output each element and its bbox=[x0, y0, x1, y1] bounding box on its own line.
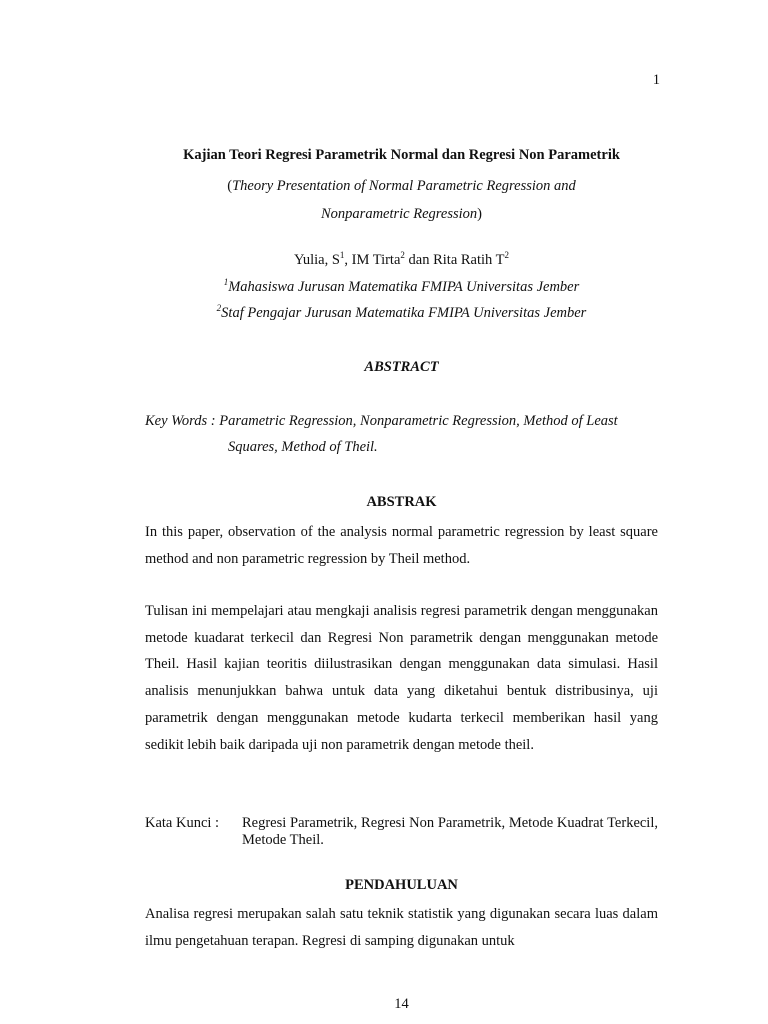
abstrak-heading: ABSTRAK bbox=[366, 494, 437, 510]
affiliation-1 bbox=[145, 279, 658, 296]
author-3-sup: 2 bbox=[504, 250, 510, 261]
subtitle-open-paren: ( bbox=[227, 178, 233, 194]
keywords-line-1: Key Words : Parametric Regression, Nonparametric Regression, Method of Least bbox=[145, 413, 618, 429]
affiliation-2-sup: 2 bbox=[216, 303, 222, 314]
paper-subtitle bbox=[145, 172, 658, 228]
affiliation-2-text: Staf Pengajar Jurusan Matematika FMIPA Universitas Jember bbox=[221, 305, 587, 321]
subtitle-line-1: Theory Presentation of Normal Parametric Regression and bbox=[232, 178, 576, 194]
affiliation-1-text: Mahasiswa Jurusan Matematika FMIPA Universitas Jember bbox=[228, 279, 580, 295]
abstract-paragraph-english: In this paper, observation of the analysis normal parametric regression by least square method and non parametric regression by Theil method. bbox=[145, 524, 658, 567]
author-1: Yulia, S bbox=[293, 252, 340, 268]
author-1-sup: 1 bbox=[339, 250, 345, 261]
author-list bbox=[145, 252, 658, 269]
author-2-sup: 2 bbox=[400, 250, 405, 261]
subtitle-close-paren: ) bbox=[477, 206, 482, 222]
author-3: dan Rita Ratih T bbox=[404, 252, 505, 268]
kata-kunci-label: Kata Kunci : bbox=[145, 815, 220, 831]
page-number-bottom: 14 bbox=[394, 996, 409, 1012]
subtitle-line-2: Nonparametric Regression bbox=[321, 206, 478, 222]
introduction-paragraph: Analisa regresi merupakan salah satu teknik statistik yang digunakan secara luas dalam ilmu pengetahuan terapan. Regresi di samping digunakan untuk bbox=[145, 906, 658, 949]
page-number-top: 1 bbox=[652, 72, 660, 88]
paper-title: Kajian Teori Regresi Parametrik Normal dan Regresi Non Parametrik bbox=[183, 147, 620, 163]
affiliation-2 bbox=[145, 305, 658, 322]
author-2: , IM Tirta bbox=[344, 252, 401, 268]
kata-kunci-text: Regresi Parametrik, Regresi Non Parametrik, Metode Kuadrat Terkecil, Metode Theil. bbox=[242, 815, 658, 848]
abstract-heading: ABSTRACT bbox=[364, 359, 439, 375]
keywords-line-2: Squares, Method of Theil. bbox=[228, 439, 378, 455]
abstract-paragraph-indonesian: Tulisan ini mempelajari atau mengkaji analisis regresi parametrik dengan menggunakan metode kuadarat terkecil dan Regresi Non parametrik dengan menggunakan metode Theil. Hasil kajian teoritis diilustrasikan dengan menggunakan data simulasi. Hasil analisis menunjukkan bahwa untuk data yang diketahui bentuk distribusinya, uji parametrik dengan menggunakan metode kudarta terkecil memberikan hasil yang sedikit lebih baik daripada uji non parametrik dengan metode theil. bbox=[145, 603, 658, 753]
affiliation-1-sup: 1 bbox=[223, 277, 229, 288]
pendahuluan-heading: PENDAHULUAN bbox=[345, 877, 458, 893]
